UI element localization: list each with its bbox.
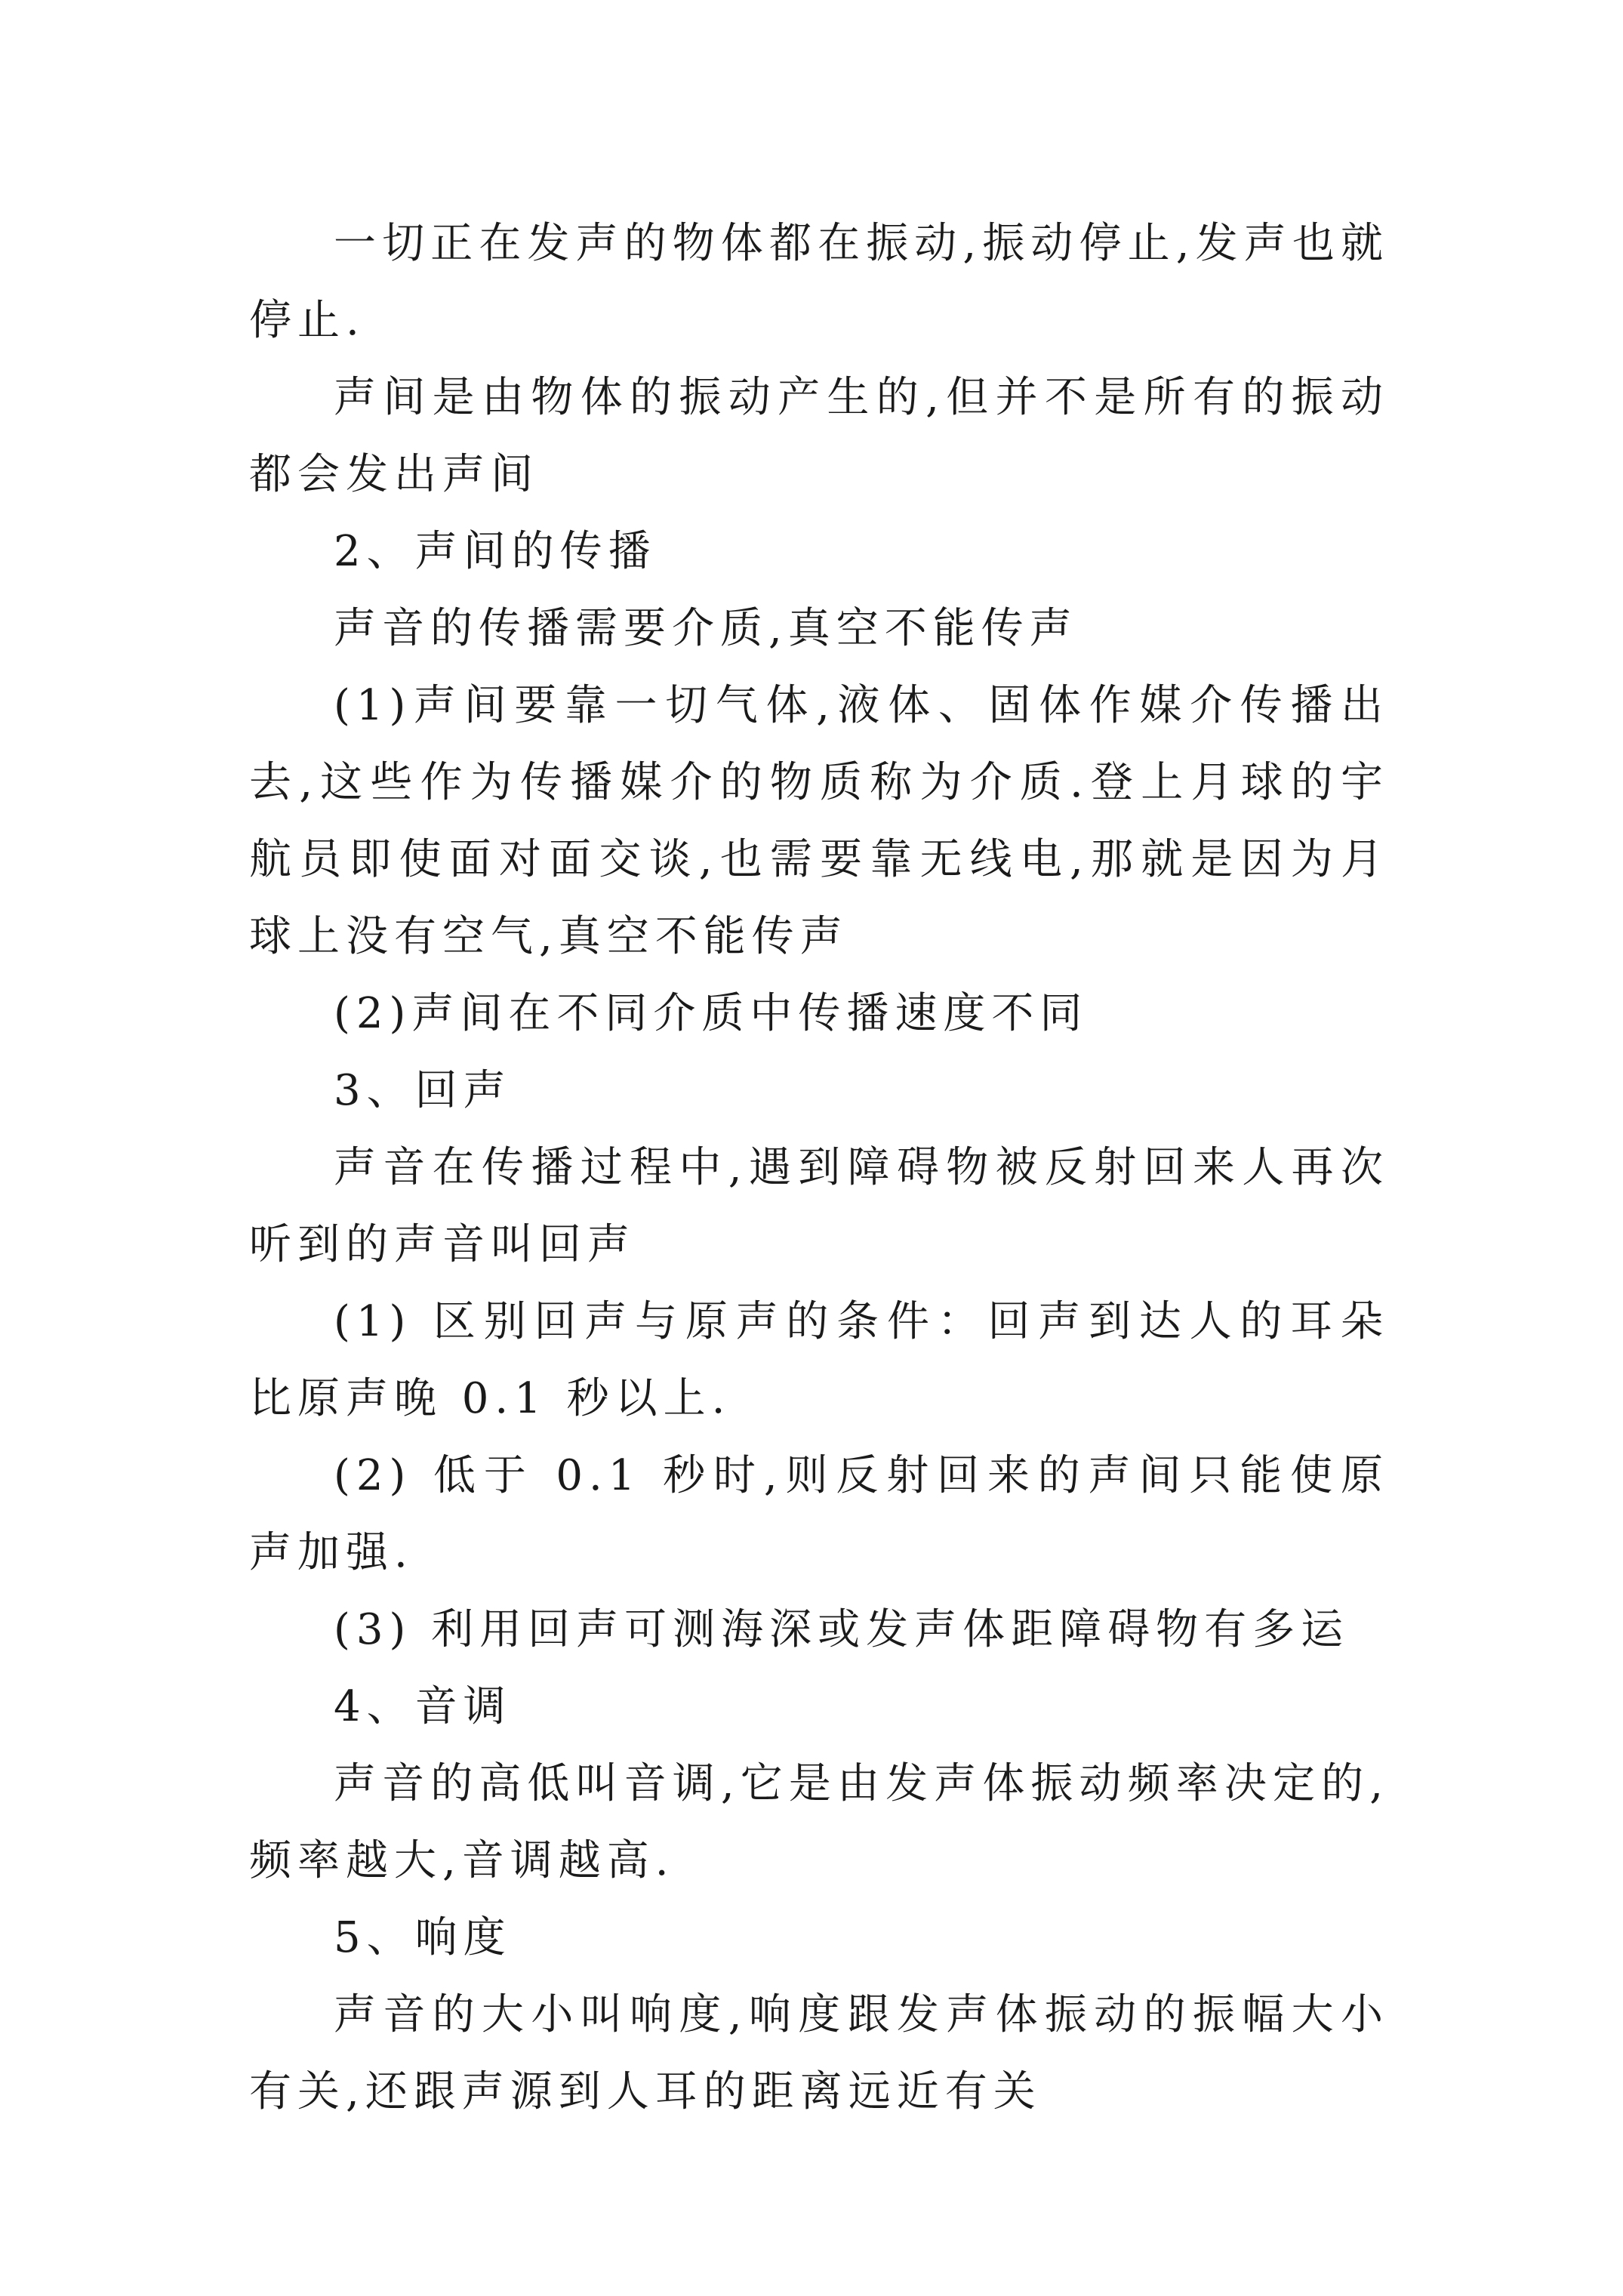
heading-echo: 3、回声 [334, 1066, 512, 1115]
paragraph-medium: 声音的传播需要介质,真空不能传声 [334, 604, 1078, 653]
document-body [249, 205, 1389, 2131]
paragraph-echo-definition: 声音在传播过程中,遇到障碍物被反射回来人再次听到的声音叫回声 [249, 1143, 1389, 1269]
heading-sound-propagation: 2、声间的传播 [334, 527, 657, 576]
paragraph-vibration: 一切正在发声的物体都在振动,振动停止,发声也就停止. [249, 219, 1389, 345]
heading-loudness: 5、响度 [334, 1913, 512, 1962]
paragraph-echo-reinforce: (2) 低于 0.1 秒时,则反射回来的声间只能使原声加强. [249, 1451, 1389, 1577]
paragraph-speed: (2)声间在不同介质中传播速度不同 [334, 989, 1089, 1038]
paragraph-medium-detail: (1)声间要靠一切气体,液体、固体作媒介传播出去,这些作为传播媒介的物质称为介质.登上月球的宇航员即使面对面交谈,也需要靠无线电,那就是因为月球上没有空气,真空不能传声 [249, 681, 1389, 961]
paragraph-sound-origin: 声间是由物体的振动产生的,但并不是所有的振动都会发出声间 [249, 373, 1389, 499]
paragraph-echo-condition: (1) 区别回声与原声的条件：回声到达人的耳朵比原声晚 0.1 秒以上. [249, 1297, 1389, 1423]
paragraph-echo-use: (3) 利用回声可测海深或发声体距障碍物有多运 [334, 1605, 1350, 1654]
paragraph-loudness: 声音的大小叫响度,响度跟发声体振动的振幅大小有关,还跟声源到人耳的距离远近有关 [249, 1990, 1389, 2116]
paragraph-pitch: 声音的高低叫音调,它是由发声体振动频率决定的,频率越大,音调越高. [249, 1759, 1389, 1885]
heading-pitch: 4、音调 [334, 1682, 512, 1731]
